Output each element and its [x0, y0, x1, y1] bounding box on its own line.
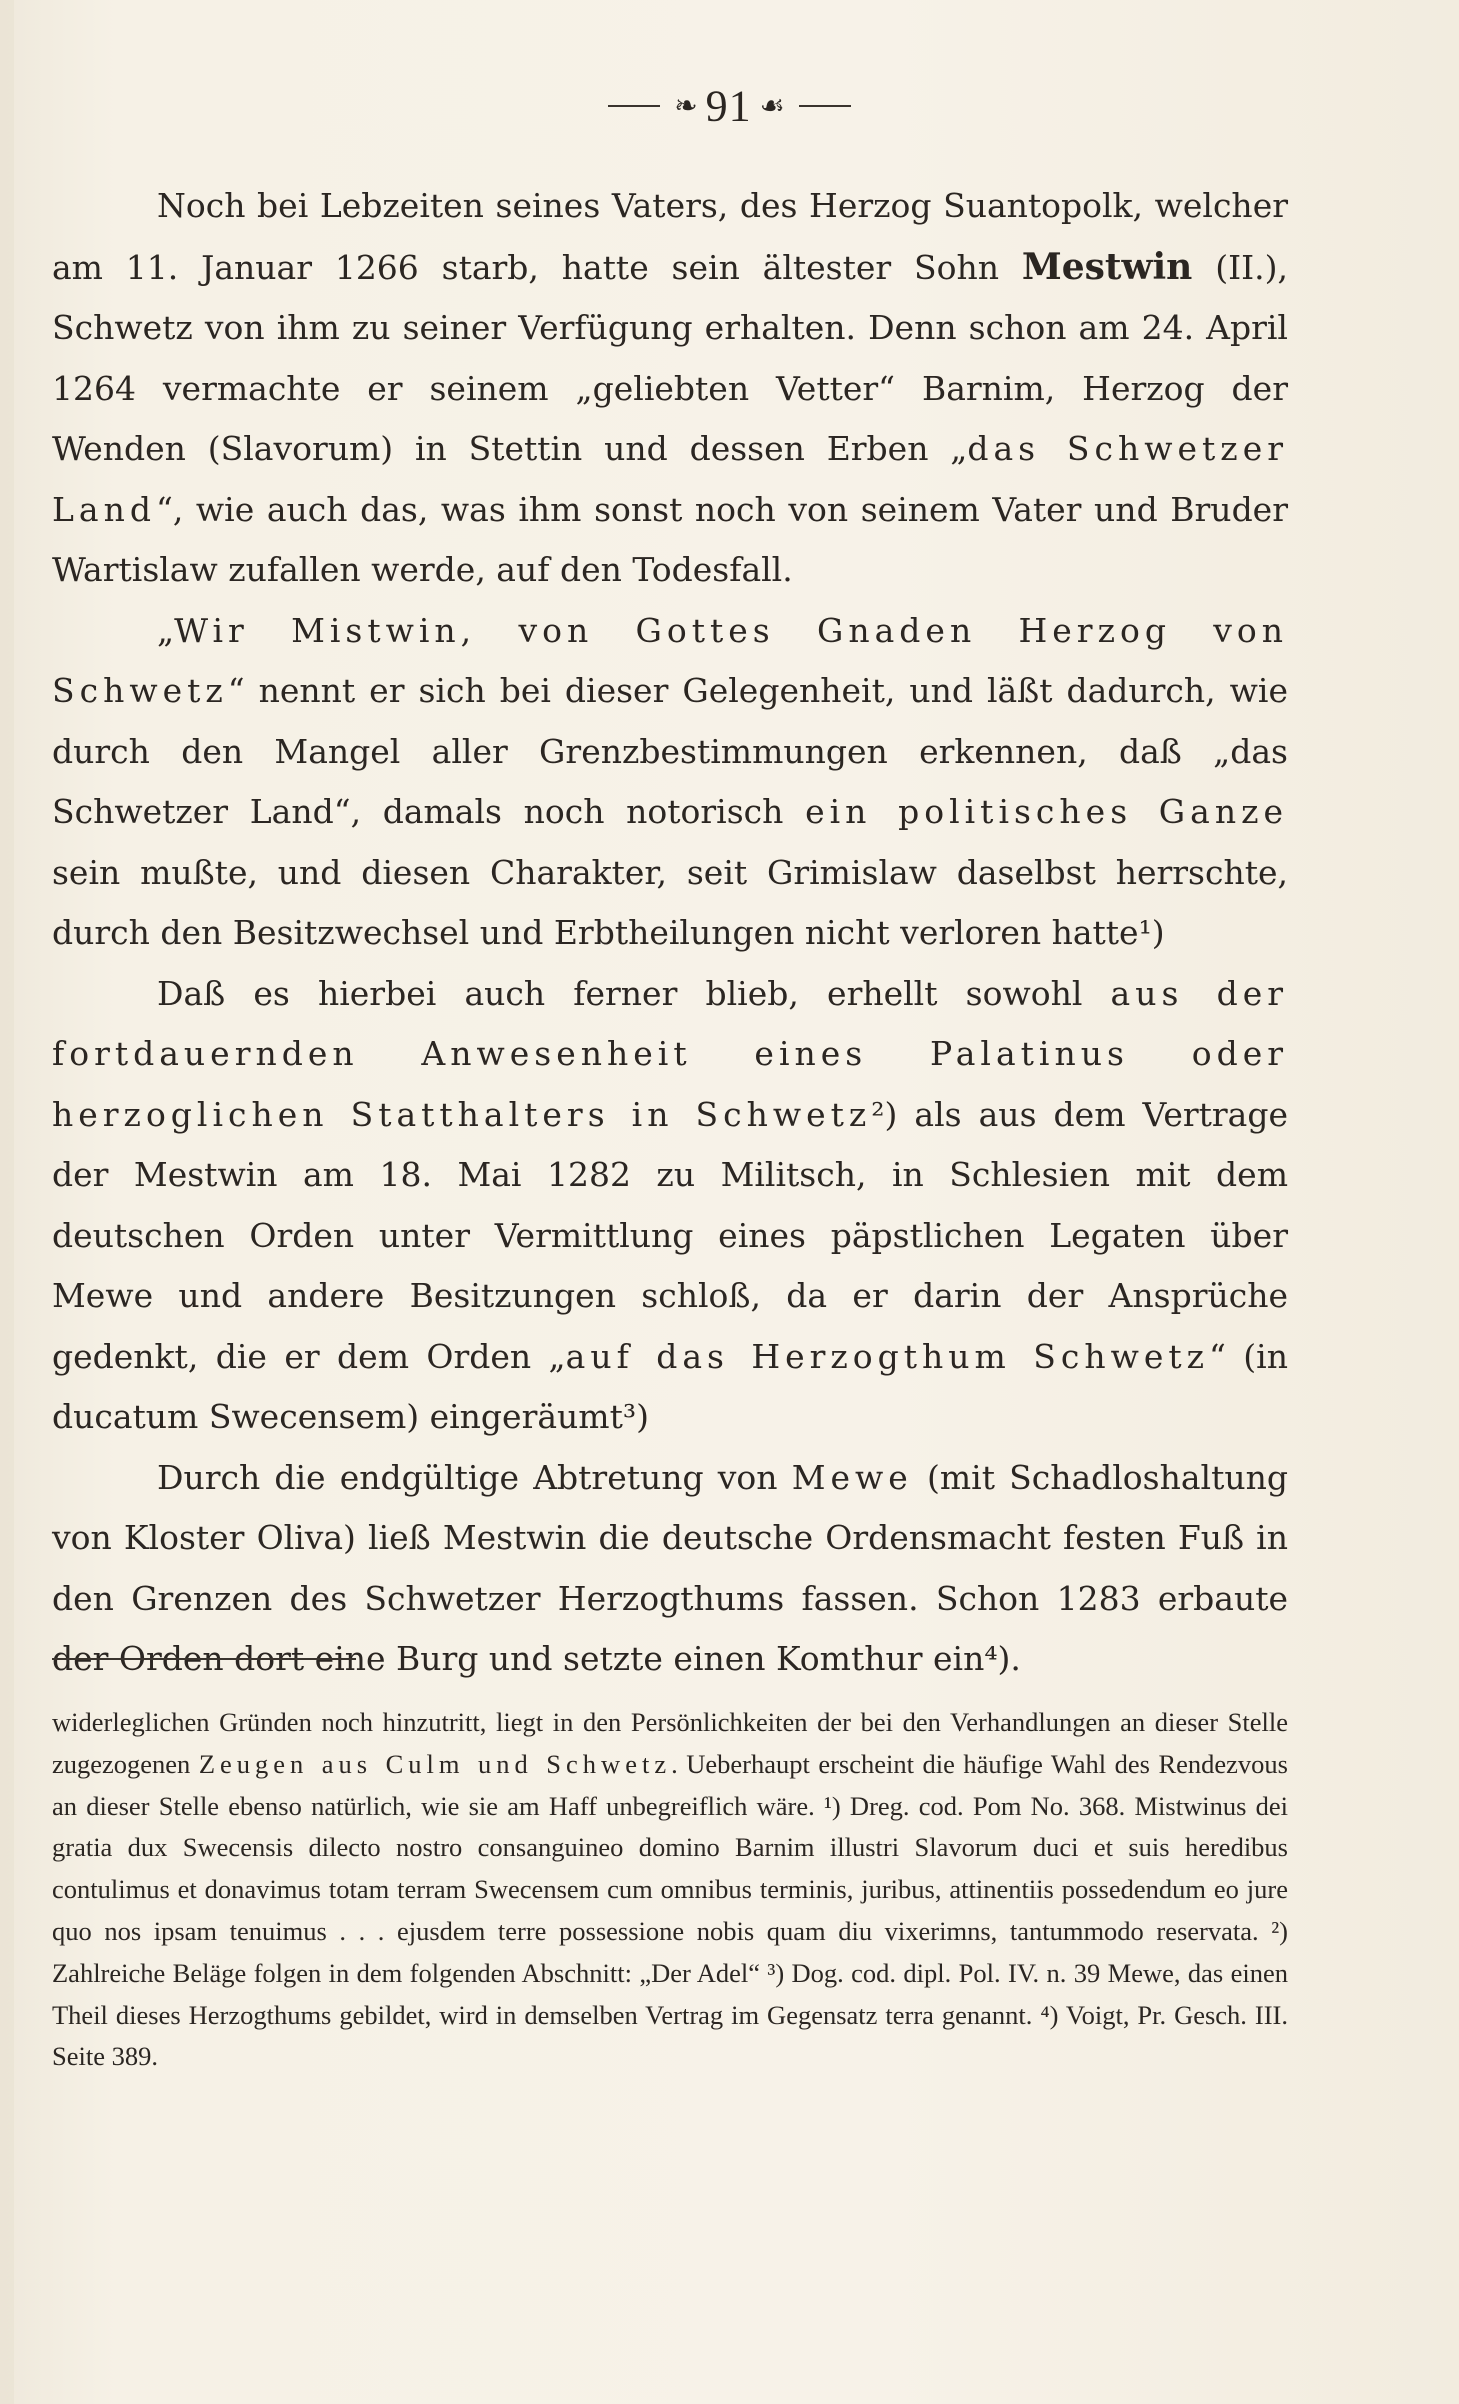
header-rule-right — [799, 105, 851, 107]
emphasis-text: auf das Herzogthum Schwetz — [565, 1336, 1210, 1376]
page-header — [0, 78, 1459, 131]
emphasis-text: aus der fortdauernden Anwesenheit eines Palatinus oder herzoglichen Statthalters in Schwetz — [52, 973, 1288, 1134]
header-ornament-left: ❧ — [674, 90, 698, 122]
emphasis-text: ein politisches Ganze — [805, 792, 1288, 831]
emphasis-text: Mewe — [791, 1457, 913, 1497]
footnote-divider — [52, 1658, 356, 1660]
emphasis-text: Zeugen aus Culm und Schwetz — [198, 1748, 672, 1779]
header-ornament-right: ☙ — [759, 90, 785, 122]
paragraph-3: Daß es hierbei auch ferner blieb, erhellt sowohl aus der fortdauernden Anwesenheit eines Palatinus oder herzoglichen Statthalters in Schwetz²) als aus dem Vertrage der Mestwin am 18. Mai 1282 zu Militsch, in Schlesien mit dem deutschen Orden unter Vermittlung eines päpstlichen Legaten über Mewe und andere Besitzungen schloß, da er darin der Ansprüche gedenkt, die er dem Orden „auf das Herzogthum Schwetz“ (in ducatum Swecensem) eingeräumt³) — [52, 973, 1288, 1436]
paragraph-2: „Wir Mistwin, von Gottes Gnaden Herzog von Schwetz“ nennt er sich bei dieser Gelegenheit, und läßt dadurch, wie durch den Mangel aller Grenzbestimmungen erkennen, daß „das Schwetzer Land“, damals noch notorisch ein politisches Ganze sein mußte, und diesen Charakter, seit Grimislaw daselbst herrschte, durch den Besitzwechsel und Erbtheilungen nicht verloren hatte¹) — [52, 610, 1288, 952]
paragraph-4: Durch die endgültige Abtretung von Mewe (mit Schadloshaltung von Kloster Oliva) ließ Mestwin die deutsche Ordensmacht festen Fuß in den Grenzen des Schwetzer Herzogthums fassen. Schon 1283 erbaute der Orden dort eine Burg und setzte einen Komthur ein⁴). — [52, 1457, 1288, 1678]
footnotes — [52, 1702, 1288, 2078]
page-edge-shadow — [0, 0, 14, 2404]
person-name-mestwin: Mestwin — [1021, 245, 1193, 288]
emphasis-text: Wir Mistwin, von Gottes Gnaden Herzog von Schwetz — [52, 610, 1288, 710]
emphasis-text: das Schwetzer Land — [52, 429, 1288, 529]
page-number: 91 — [705, 81, 752, 131]
header-rule-left — [608, 105, 660, 107]
main-text — [52, 176, 1288, 1690]
paragraph-1: Noch bei Lebzeiten seines Vaters, des Herzog Suantopolk, welcher am 11. Januar 1266 starb, hatte sein ältester Sohn Mestwin (II.), Schwetz von ihm zu seiner Verfügung erhalten. Denn schon am 24. April 1264 vermachte er seinem „geliebten Vetter“ Barnim, Herzog der Wenden (Slavorum) in Stettin und dessen Erben „das Schwetzer Land“, wie auch das, was ihm sonst noch von seinem Vater und Bruder Wartislaw zufallen werde, auf den Todesfall. — [52, 186, 1288, 589]
footnote-text: widerleglichen Gründen noch hinzutritt, liegt in den Persönlichkeiten der bei den Verhandlungen an dieser Stelle zugezogenen Zeugen aus Culm und Schwetz. Ueberhaupt erscheint die häufige Wahl des Rendezvous an dieser Stelle ebenso natürlich, wie sie am Haff unbegreiflich wäre. ¹) Dreg. cod. Pom No. 368. Mistwinus dei gratia dux Swecensis dilecto nostro consanguineo domino Barnim illustri Slavorum duci et suis heredibus contulimus et donavimus totam terram Swecensem cum omnibus terminis, juribus, attinentiis possedendum eo jure quo nos ipsam tenuimus . . . ejusdem terre possessione nobis quam diu vixerimns, tantummodo reservata. ²) Zahlreiche Beläge folgen in dem folgenden Abschnitt: „Der Adel“ ³) Dog. cod. dipl. Pol. IV. n. 39 Mewe, das einen Theil dieses Herzogthums gebildet, wird in demselben Vertrag im Gegensatz terra genannt. ⁴) Voigt, Pr. Gesch. III. Seite 389. — [52, 1707, 1288, 2072]
